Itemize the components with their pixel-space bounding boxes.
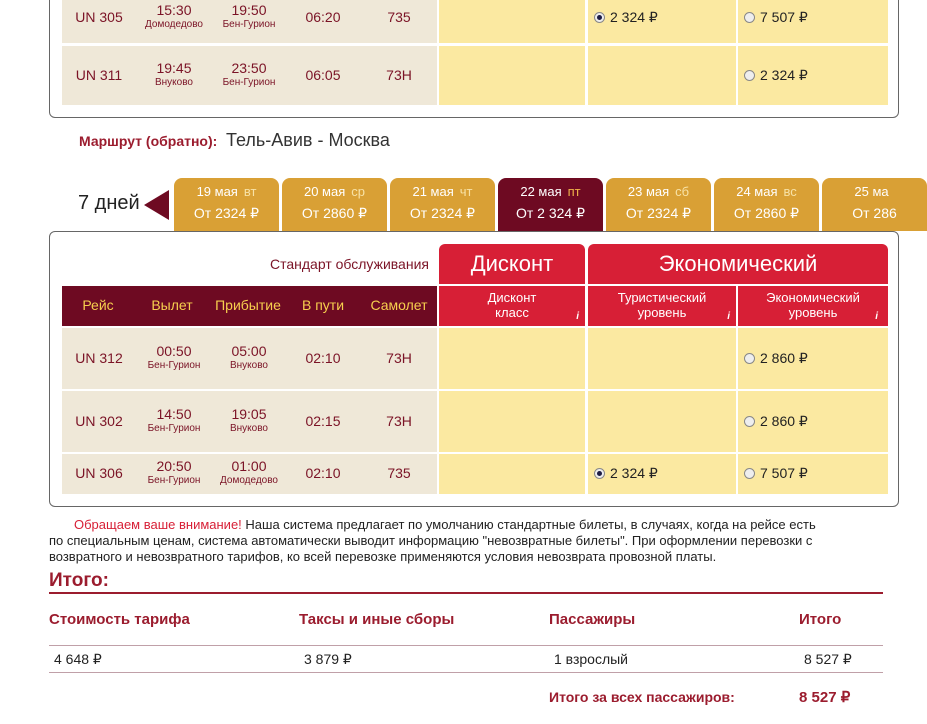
departure-block [140, 2, 208, 32]
notice-line-1: Наша система предлагает по умолчанию стандартные билеты, в случаях, когда на рейсе есть [241, 517, 816, 532]
col-header-aircraft: Самолет [370, 297, 428, 313]
fare-cell-tourist[interactable] [588, 46, 736, 105]
notice-line-3: возвратного и невозвратного тарифов, ко всей перевозке применяются условия невозврата провозной платы. [49, 549, 717, 564]
economy-fare-option[interactable] [744, 350, 808, 367]
summary-header-total: Итого [799, 611, 842, 628]
date-tab-weekday: пт [567, 184, 581, 199]
departure-block [140, 60, 208, 90]
economy-fare-price: 2 860 ₽ [760, 349, 808, 366]
date-tab-price: От 2860 ₽ [733, 205, 800, 221]
summary-value-passengers: 1 взрослый [554, 651, 628, 667]
departure-airport: Внуково [154, 76, 193, 88]
date-tab-price: От 2324 ₽ [193, 205, 260, 221]
discount-info-icon[interactable]: i [576, 311, 579, 322]
arrival-airport: Бен-Гурион [222, 18, 276, 30]
flight-duration: 02:10 [305, 465, 341, 481]
summary-value-taxes: 3 879 ₽ [304, 651, 352, 667]
date-tab-weekday: ср [351, 184, 365, 199]
aircraft-type: 73H [386, 412, 412, 429]
flight-number: UN 312 [75, 349, 123, 366]
subclass-header-discount [439, 286, 585, 326]
subclass-economy-label: Экономический уровень [766, 290, 860, 320]
economy-fare-price: 7 507 ₽ [760, 8, 808, 25]
economy-fare-radio[interactable] [744, 416, 755, 427]
date-tab-date: 23 мая [627, 184, 670, 199]
summary-value-fare: 4 648 ₽ [54, 651, 102, 667]
subclass-header-economy [738, 286, 888, 326]
summary-value-total: 8 527 ₽ [804, 651, 852, 667]
flight-number: UN 306 [75, 465, 123, 481]
departure-block [140, 343, 208, 373]
economy-fare-radio[interactable] [744, 70, 755, 81]
departure-airport: Домодедово [145, 18, 203, 30]
economy-fare-option[interactable] [744, 465, 808, 482]
fare-cell-discount [439, 391, 585, 452]
service-standard-label: Стандарт обслуживания [270, 256, 429, 272]
tourist-fare-option[interactable] [594, 465, 658, 482]
date-tab[interactable] [714, 178, 819, 231]
class-header-economy: Экономический [588, 244, 888, 284]
departure-time: 14:50 [156, 405, 192, 422]
economy-fare-radio[interactable] [744, 353, 755, 364]
arrival-airport: Внуково [229, 359, 268, 371]
arrival-block [212, 60, 286, 90]
summary-row-divider [49, 672, 883, 673]
date-tab[interactable] [282, 178, 387, 231]
aircraft-type: 735 [387, 465, 411, 481]
date-tab-price: От 286 [852, 205, 897, 221]
date-tab-weekday: вт [243, 184, 257, 199]
date-tab-date: 20 мая [303, 184, 346, 199]
arrival-time: 05:00 [231, 342, 267, 359]
tourist-info-icon[interactable]: i [727, 311, 730, 322]
days-range-label[interactable]: 7 дней [78, 192, 140, 214]
fare-cell-discount [439, 454, 585, 494]
arrival-time: 19:05 [231, 405, 267, 422]
departure-block [140, 406, 208, 436]
fare-cell-discount [439, 0, 585, 43]
class-header-discount: Дисконт [439, 244, 585, 284]
flight-number: UN 305 [75, 8, 123, 25]
departure-block [140, 458, 208, 488]
summary-header-fare: Стоимость тарифа [49, 611, 190, 628]
date-tab[interactable] [390, 178, 495, 231]
subclass-discount-label: Дисконт класс [487, 290, 537, 320]
date-tab-date: 25 ма [854, 184, 889, 199]
summary-header-passengers: Пассажиры [549, 611, 636, 628]
departure-time: 20:50 [156, 458, 192, 474]
route-value: Тель-Авив - Москва [226, 130, 390, 150]
date-tab-date: 24 мая [736, 184, 778, 199]
departure-time: 00:50 [156, 342, 192, 359]
economy-fare-option[interactable] [744, 9, 808, 26]
date-tab[interactable] [174, 178, 279, 231]
date-tab-weekday: сб [675, 184, 690, 199]
departure-airport: Бен-Гурион [147, 475, 201, 486]
tourist-fare-radio[interactable] [594, 12, 605, 23]
col-header-departure: Вылет [151, 297, 193, 313]
subclass-header-tourist [588, 286, 736, 326]
subclass-tourist-label: Туристический уровень [617, 290, 707, 320]
arrival-block [212, 2, 286, 32]
route-label: Маршрут (обратно): [79, 133, 218, 149]
fare-cell-discount [439, 46, 585, 105]
arrival-airport: Бен-Гурион [222, 76, 276, 88]
arrival-block [212, 458, 286, 488]
date-tab[interactable] [498, 178, 603, 231]
date-tab[interactable] [822, 178, 927, 231]
summary-header-divider [49, 645, 883, 646]
grand-total-value: 8 527 ₽ [799, 689, 851, 706]
departure-airport: Бен-Гурион [147, 359, 201, 371]
arrival-block [212, 406, 286, 436]
date-tab-date: 22 мая [520, 184, 562, 199]
date-tab-weekday: чт [459, 184, 473, 199]
date-tab-date: 21 мая [412, 184, 454, 199]
summary-header-taxes: Таксы и иные сборы [299, 611, 455, 628]
arrival-time: 19:50 [231, 1, 267, 18]
economy-fare-option[interactable] [744, 67, 808, 84]
date-tab[interactable] [606, 178, 711, 231]
prev-dates-arrow-icon[interactable] [144, 190, 169, 220]
date-tab-price: От 2324 ₽ [409, 205, 476, 221]
notice-line-2: по специальным ценам, система автоматически выводит информацию "невозвратные билеты". При оформлении перевозки с [49, 533, 813, 548]
arrival-time: 23:50 [231, 59, 267, 76]
economy-fare-price: 2 860 ₽ [760, 412, 808, 429]
flight-duration: 06:20 [305, 8, 341, 25]
date-tab-date: 19 мая [196, 184, 238, 199]
economy-info-icon[interactable]: i [875, 311, 878, 322]
departure-time: 15:30 [156, 1, 192, 18]
economy-fare-radio[interactable] [744, 468, 755, 479]
tourist-fare-price: 2 324 ₽ [610, 8, 658, 25]
summary-title: Итого: [49, 570, 109, 591]
economy-fare-price: 2 324 ₽ [760, 66, 808, 83]
grand-total-label: Итого за всех пассажиров: [549, 689, 735, 705]
tourist-fare-radio[interactable] [594, 468, 605, 479]
col-header-duration: В пути [301, 297, 345, 313]
col-header-flight: Рейс [82, 297, 114, 313]
tourist-fare-option[interactable] [594, 9, 658, 26]
arrival-airport: Домодедово [220, 475, 278, 486]
departure-time: 19:45 [156, 59, 192, 76]
arrival-block [212, 343, 286, 373]
economy-fare-radio[interactable] [744, 12, 755, 23]
arrival-airport: Внуково [229, 422, 268, 434]
summary-divider [49, 592, 883, 594]
fare-cell-discount [439, 328, 585, 389]
notice-block [49, 517, 889, 565]
economy-fare-price: 7 507 ₽ [760, 465, 808, 481]
aircraft-type: 73H [386, 66, 412, 83]
date-tab-weekday: вс [783, 184, 797, 199]
date-tab-price: От 2324 ₽ [625, 205, 692, 221]
flight-duration: 06:05 [305, 66, 341, 83]
flight-duration: 02:15 [305, 412, 341, 429]
departure-airport: Бен-Гурион [147, 422, 201, 434]
fare-cell-tourist[interactable] [588, 391, 736, 452]
flight-number: UN 311 [75, 66, 123, 83]
flight-duration: 02:10 [305, 349, 341, 366]
col-header-arrival: Прибытие [215, 297, 281, 313]
flight-number: UN 302 [75, 412, 123, 429]
date-tab-price: От 2860 ₽ [301, 205, 368, 221]
tourist-fare-price: 2 324 ₽ [610, 465, 658, 481]
date-tab-price: От 2 324 ₽ [515, 205, 586, 221]
economy-fare-option[interactable] [744, 413, 808, 430]
arrival-time: 01:00 [231, 458, 267, 474]
aircraft-type: 735 [387, 8, 411, 25]
notice-warning: Обращаем ваше внимание! [74, 517, 242, 532]
aircraft-type: 73H [386, 349, 412, 366]
fare-cell-tourist[interactable] [588, 328, 736, 389]
